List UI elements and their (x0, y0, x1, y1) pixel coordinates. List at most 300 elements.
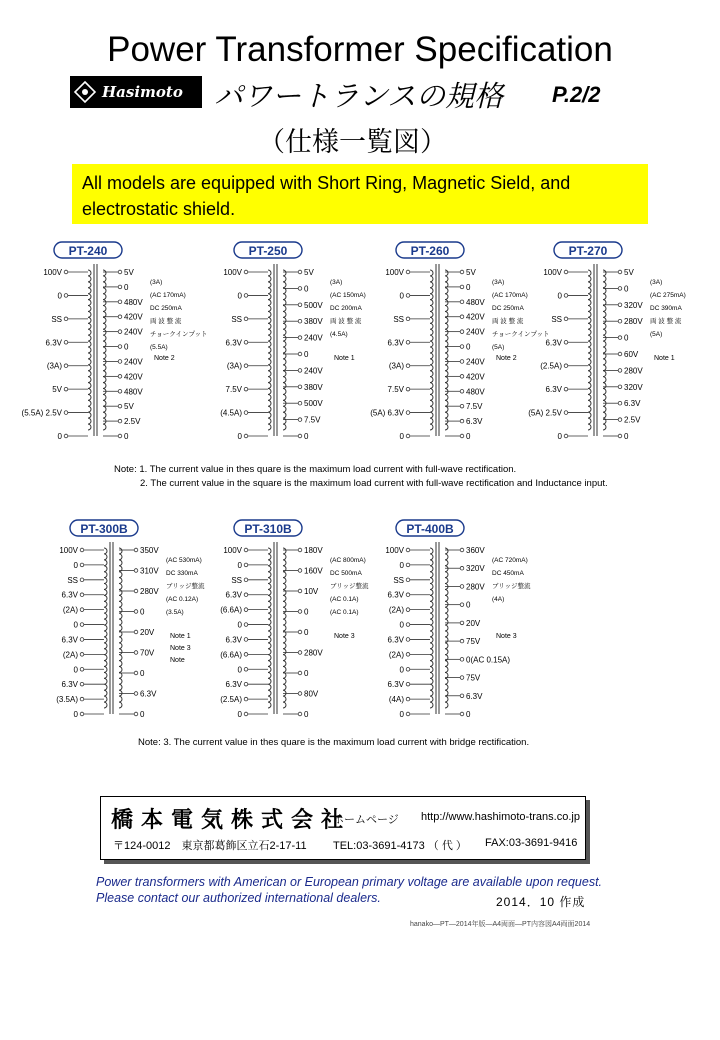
primary-label: SS (231, 575, 242, 585)
secondary-label: 480V (466, 387, 485, 397)
terminal (618, 319, 622, 323)
terminal (298, 548, 302, 552)
primary-label: 6.3V (225, 635, 242, 645)
terminal (618, 336, 622, 340)
terminal (460, 375, 464, 379)
secondary-label: 0 (304, 350, 309, 359)
terminal (118, 285, 122, 289)
terminal (618, 369, 622, 373)
page-title: Power Transformer Specification (107, 30, 613, 69)
note-ref: Note 1 (170, 633, 191, 640)
secondary-label: 75V (466, 637, 481, 647)
primary-label: (2A) (62, 605, 78, 615)
terminal (298, 270, 302, 274)
primary-label: 100V (43, 268, 62, 277)
terminal (80, 653, 84, 657)
current-rating: DC 250mA (492, 305, 524, 312)
terminal (406, 411, 410, 415)
current-rating: 両 波 整 流 (330, 318, 362, 325)
terminal (460, 548, 464, 552)
terminal (406, 294, 410, 298)
current-rating: チョークインプット (492, 331, 550, 338)
current-rating: (3A) (330, 279, 343, 286)
primary-label: 0 (73, 560, 78, 570)
coil-winding (445, 548, 448, 708)
secondary-label: 0 (304, 669, 309, 678)
terminal (406, 638, 410, 642)
secondary-label: 240V (124, 357, 143, 367)
terminal (564, 270, 568, 274)
terminal (80, 563, 84, 567)
current-rating: (3A) (150, 279, 163, 286)
note-ref: Note 1 (654, 355, 675, 362)
secondary-label: 6.3V (466, 691, 483, 701)
model-name: PT-270 (568, 244, 608, 258)
primary-label: 0 (399, 710, 404, 719)
terminal (244, 653, 248, 657)
terminal (298, 385, 302, 389)
footer-line-1: Power transformers with American or European primary voltage are available upon request. (96, 875, 603, 889)
coil-winding (268, 270, 271, 430)
transformer-schematic (514, 240, 684, 440)
current-rating: ブリッジ整流 (166, 583, 205, 590)
terminal (618, 303, 622, 307)
coil-winding (88, 270, 91, 430)
primary-label: SS (551, 314, 562, 324)
terminal (80, 578, 84, 582)
current-rating: (AC 275mA) (650, 292, 686, 299)
homepage-url[interactable]: http://www.hashimoto-trans.co.jp (421, 811, 580, 823)
terminal (460, 345, 464, 349)
secondary-label: 280V (466, 582, 485, 592)
diagram-pt-240 (14, 240, 208, 441)
secondary-label: 0 (140, 607, 145, 617)
secondary-label: 180V (304, 546, 323, 555)
terminal (118, 270, 122, 274)
secondary-label: 0 (304, 710, 309, 719)
terminal (244, 270, 248, 274)
note-ref: Note (170, 657, 185, 664)
terminal (460, 566, 464, 570)
terminal (564, 317, 568, 321)
primary-label: 0 (399, 291, 404, 301)
current-rating: 両 波 整 流 (150, 318, 182, 325)
note-ref: Note 2 (496, 355, 517, 362)
secondary-label: 320V (624, 300, 643, 310)
coil-winding (119, 548, 122, 708)
terminal (298, 630, 302, 634)
secondary-label: 0 (304, 284, 309, 294)
terminal (64, 317, 68, 321)
primary-label: 0 (57, 291, 62, 301)
secondary-label: 380V (304, 317, 323, 327)
terminal (406, 317, 410, 321)
diagram-pt-310b (194, 518, 369, 719)
terminal (64, 387, 68, 391)
terminal (298, 336, 302, 340)
current-rating: (AC 150mA) (330, 292, 366, 299)
terminal (460, 360, 464, 364)
primary-label: (5.5A) 2.5V (21, 408, 62, 418)
terminal (80, 682, 84, 686)
diamond-logo-icon (72, 79, 98, 105)
terminal (134, 651, 138, 655)
secondary-label: 500V (304, 399, 323, 409)
terminal (244, 548, 248, 552)
terminal (118, 360, 122, 364)
terminal (134, 548, 138, 552)
primary-label: (5A) 6.3V (370, 408, 404, 418)
company-tel: TEL:03-3691-4173 （ 代 ） (333, 840, 467, 852)
terminal (244, 608, 248, 612)
current-rating: (3A) (650, 279, 663, 286)
secondary-label: 280V (304, 648, 323, 658)
secondary-label: 0 (304, 432, 309, 441)
terminal (244, 578, 248, 582)
secondary-label: 420V (466, 372, 485, 382)
terminal (118, 389, 122, 393)
jp-title: パワートランスの規格 (214, 81, 504, 113)
terminal (564, 387, 568, 391)
secondary-label: 420V (466, 312, 485, 322)
secondary-label: 5V (624, 268, 634, 277)
terminal (134, 589, 138, 593)
primary-label: 0 (73, 710, 78, 719)
terminal (460, 419, 464, 423)
secondary-label: 2.5V (124, 417, 141, 427)
secondary-label: 320V (466, 564, 485, 574)
secondary-label: 80V (304, 689, 319, 699)
terminal (298, 610, 302, 614)
terminal (244, 697, 248, 701)
secondary-label: 160V (304, 566, 323, 576)
secondary-label: 10V (304, 587, 319, 596)
secondary-label: 420V (124, 372, 143, 382)
current-rating: DC 250mA (150, 305, 182, 312)
terminal (564, 411, 568, 415)
secondary-label: 0 (140, 710, 145, 719)
primary-label: 0 (399, 665, 404, 675)
primary-label: 100V (385, 268, 404, 277)
primary-label: 100V (223, 268, 242, 277)
terminal (118, 330, 122, 334)
model-name: PT-250 (248, 244, 288, 258)
note-1-text: Note: 1. The current value in thes quare is the maximum load current with full-wave rectification. (114, 464, 517, 475)
secondary-label: 500V (304, 300, 323, 310)
secondary-label: 6.3V (624, 399, 641, 409)
company-address: 〒124-0012 東京都葛飾区立石2-17-11 (113, 840, 307, 852)
coil-winding (430, 548, 433, 708)
current-rating: (AC 800mA) (330, 557, 366, 564)
secondary-label: 20V (466, 618, 481, 628)
creation-date: 2014．10 作成 (496, 895, 586, 909)
company-name: 橋本電気株式会社 (111, 807, 352, 832)
terminal (64, 340, 68, 344)
model-name: PT-400B (406, 522, 454, 536)
primary-label: (4A) (388, 695, 404, 705)
secondary-label: 5V (124, 402, 134, 412)
terminal (64, 434, 68, 438)
secondary-label: 480V (124, 297, 143, 307)
secondary-label: 420V (124, 312, 143, 322)
terminal (298, 319, 302, 323)
secondary-label: 240V (466, 327, 485, 337)
terminal (80, 638, 84, 642)
primary-label: (2A) (388, 605, 404, 615)
terminal (298, 352, 302, 356)
terminal (406, 364, 410, 368)
transformer-schematic (194, 518, 369, 719)
current-rating: (AC 170mA) (492, 292, 528, 299)
note-ref: Note 2 (154, 355, 175, 362)
terminal (406, 667, 410, 671)
terminal (460, 300, 464, 304)
terminal (118, 419, 122, 423)
secondary-label: 0 (466, 342, 471, 352)
current-rating: (5.5A) (150, 344, 168, 351)
current-rating: DC 450mA (492, 570, 524, 577)
terminal (244, 294, 248, 298)
terminal (460, 404, 464, 408)
terminal (406, 340, 410, 344)
secondary-label: 7.5V (304, 415, 321, 425)
current-rating: (AC 720mA) (492, 557, 528, 564)
terminal (80, 548, 84, 552)
secondary-label: 2.5V (624, 415, 641, 425)
note-ref: Note 1 (334, 355, 355, 362)
secondary-label: 5V (124, 268, 134, 277)
secondary-label: 380V (304, 382, 323, 392)
secondary-label: 0 (124, 282, 129, 292)
primary-label: 0 (73, 665, 78, 675)
secondary-label: 320V (624, 382, 643, 392)
terminal (64, 270, 68, 274)
primary-label: 0 (399, 560, 404, 570)
terminal (80, 623, 84, 627)
primary-label: 0 (237, 432, 242, 441)
terminal (64, 294, 68, 298)
current-rating: (AC 170mA) (150, 292, 186, 299)
terminal (244, 317, 248, 321)
terminal (244, 667, 248, 671)
primary-label: 0 (399, 620, 404, 630)
secondary-label: 240V (124, 327, 143, 337)
primary-label: 6.3V (387, 338, 404, 348)
terminal (460, 694, 464, 698)
primary-label: 0 (237, 665, 242, 675)
transformer-schematic (30, 518, 205, 719)
coil-winding (268, 548, 271, 708)
primary-label: (2.5A) (540, 361, 562, 371)
terminal (618, 418, 622, 422)
primary-label: 0 (237, 560, 242, 570)
secondary-label: 0 (466, 600, 471, 610)
terminal (118, 404, 122, 408)
secondary-label: 0 (466, 282, 471, 292)
primary-label: (3A) (46, 361, 62, 371)
terminal (298, 418, 302, 422)
company-box (100, 796, 586, 860)
coil-winding (445, 270, 448, 430)
terminal (244, 682, 248, 686)
terminal (244, 411, 248, 415)
document-reference: hanako—PT—2014年版—A4両面—PT内容図A4両面2014 (410, 921, 591, 928)
coil-winding (283, 548, 286, 708)
terminal (244, 340, 248, 344)
terminal (298, 589, 302, 593)
terminal (298, 287, 302, 291)
terminal (244, 623, 248, 627)
secondary-label: 75V (466, 673, 481, 683)
primary-label: SS (51, 314, 62, 324)
model-name: PT-310B (244, 522, 292, 536)
secondary-label: 0 (466, 710, 471, 719)
primary-label: 6.3V (225, 338, 242, 348)
primary-label: 6.3V (225, 680, 242, 690)
primary-label: 6.3V (45, 338, 62, 348)
secondary-label: 6.3V (466, 417, 483, 427)
terminal (460, 603, 464, 607)
terminal (406, 682, 410, 686)
diagram-pt-270 (514, 240, 684, 440)
terminal (298, 401, 302, 405)
terminal (406, 593, 410, 597)
note-3-text: Note: 3. The current value in thes quare is the maximum load current with bridge rectification. (138, 737, 530, 748)
secondary-label: 0 (624, 432, 629, 441)
coil-winding (103, 270, 106, 430)
company-fax: FAX:03-3691-9416 (485, 837, 578, 849)
terminal (80, 608, 84, 612)
secondary-label: 240V (304, 333, 323, 343)
primary-label: 6.3V (61, 680, 78, 690)
terminal (406, 697, 410, 701)
primary-label: (5A) 2.5V (528, 408, 562, 418)
current-rating: (4.5A) (330, 331, 348, 338)
terminal (134, 692, 138, 696)
terminal (118, 375, 122, 379)
terminal (460, 621, 464, 625)
primary-label: (6.6A) (220, 605, 242, 615)
secondary-label: 0 (624, 333, 629, 343)
terminal (298, 692, 302, 696)
homepage-label: ホームページ (333, 814, 399, 826)
terminal (298, 569, 302, 573)
current-rating: (AC 530mA) (166, 557, 202, 564)
coil-winding (104, 548, 107, 708)
terminal (244, 387, 248, 391)
secondary-label: 280V (624, 317, 643, 327)
primary-label: 100V (543, 268, 562, 277)
primary-label: 6.3V (387, 680, 404, 690)
primary-label: 0 (557, 291, 562, 301)
primary-label: 100V (385, 546, 404, 555)
note-ref: Note 3 (496, 633, 517, 640)
note-2-text: 2. The current value in the square is the maximum load current with full-wave rectification and Inductance input. (140, 478, 608, 489)
secondary-label: 360V (466, 546, 485, 555)
current-rating: チョークインプット (150, 331, 208, 338)
terminal (618, 270, 622, 274)
secondary-label: 240V (466, 357, 485, 367)
current-rating: DC 390mA (650, 305, 682, 312)
terminal (298, 671, 302, 675)
secondary-label: 6.3V (140, 689, 157, 699)
terminal (460, 389, 464, 393)
terminal (460, 658, 464, 662)
terminal (64, 411, 68, 415)
terminal (564, 434, 568, 438)
primary-label: (4.5A) (220, 408, 242, 418)
current-rating: 両 波 整 流 (492, 318, 524, 325)
feature-banner (72, 164, 648, 224)
secondary-label: 5V (466, 268, 476, 277)
secondary-label: 0(AC 0.15A) (466, 655, 511, 665)
secondary-label: 280V (624, 366, 643, 376)
secondary-label: 280V (140, 587, 159, 596)
primary-label: (2.5A) (220, 695, 242, 705)
secondary-label: 7.5V (466, 402, 483, 412)
banner-line-2: electrostatic shield. (82, 199, 236, 219)
secondary-label: 0 (140, 669, 145, 678)
terminal (406, 387, 410, 391)
secondary-label: 0 (466, 432, 471, 441)
transformer-schematic (356, 518, 531, 719)
secondary-label: 480V (124, 387, 143, 397)
secondary-label: 0 (304, 628, 309, 637)
footer-line-2: Please contact our authorized international dealers. (96, 891, 381, 905)
coil-winding (430, 270, 433, 430)
terminal (564, 294, 568, 298)
current-rating: (3.5A) (166, 609, 184, 616)
terminal (460, 285, 464, 289)
primary-label: 100V (59, 546, 78, 555)
terminal (406, 434, 410, 438)
primary-label: 7.5V (225, 385, 242, 395)
terminal (80, 593, 84, 597)
terminal (406, 578, 410, 582)
primary-label: (3A) (226, 361, 242, 371)
terminal (406, 563, 410, 567)
terminal (118, 300, 122, 304)
primary-label: 5V (52, 385, 62, 395)
primary-label: 100V (223, 546, 242, 555)
model-name: PT-240 (68, 244, 108, 258)
coil-winding (603, 270, 606, 430)
note-ref: Note 3 (334, 633, 355, 640)
secondary-label: 350V (140, 546, 159, 555)
page-number: P.2/2 (552, 82, 601, 107)
primary-label: SS (393, 575, 404, 585)
terminal (298, 434, 302, 438)
primary-label: SS (67, 575, 78, 585)
primary-label: (2A) (62, 650, 78, 660)
terminal (460, 315, 464, 319)
terminal (244, 593, 248, 597)
terminal (244, 712, 248, 716)
primary-label: 6.3V (61, 590, 78, 600)
primary-label: 6.3V (387, 635, 404, 645)
transformer-schematic (194, 240, 364, 440)
terminal (298, 369, 302, 373)
secondary-label: 60V (624, 350, 639, 359)
terminal (80, 667, 84, 671)
terminal (460, 434, 464, 438)
primary-label: SS (393, 314, 404, 324)
terminal (406, 712, 410, 716)
terminal (134, 712, 138, 716)
jp-subtitle: （仕様一覧図） (258, 127, 447, 157)
terminal (460, 330, 464, 334)
primary-label: (2A) (388, 650, 404, 660)
